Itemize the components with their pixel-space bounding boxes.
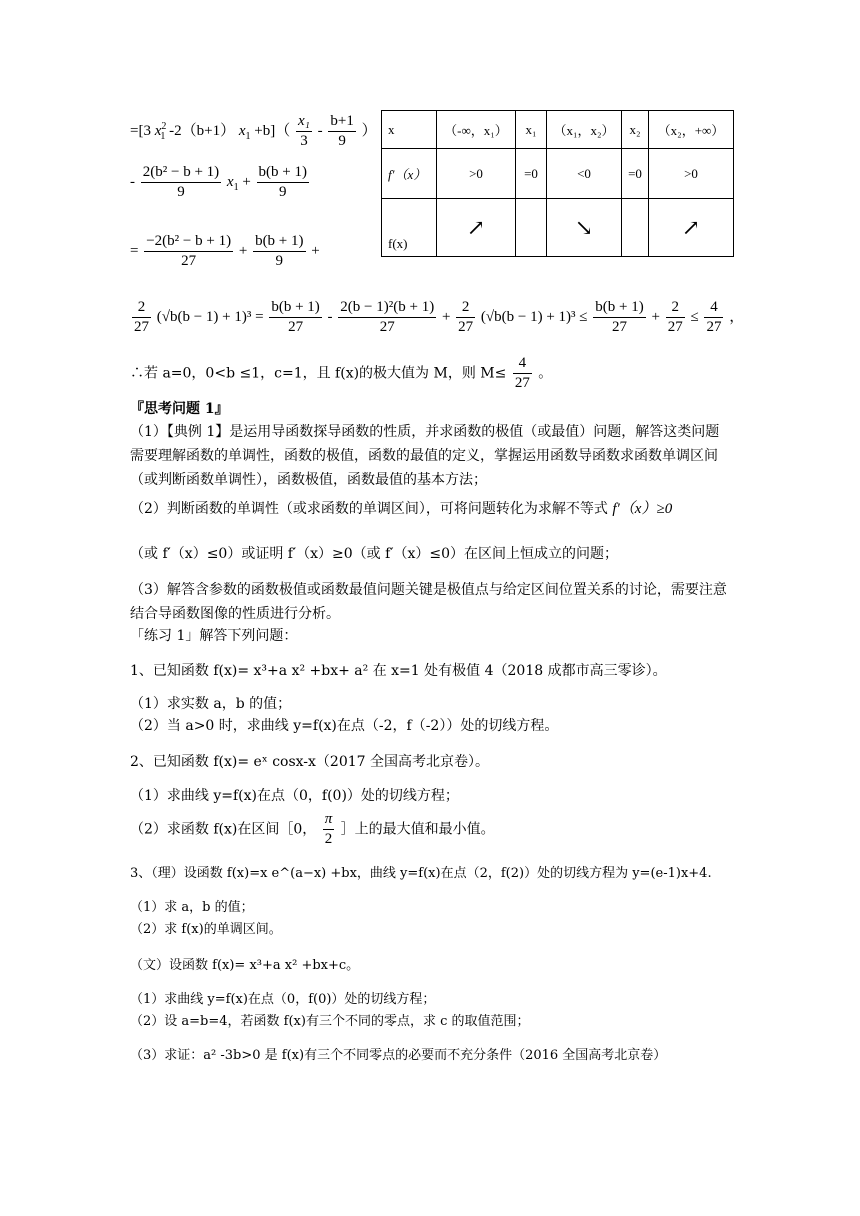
operator: -	[327, 308, 333, 325]
denominator: 27	[706, 319, 722, 335]
operator: +	[651, 308, 660, 325]
numerator: 2	[132, 298, 151, 318]
denominator: 27	[667, 319, 683, 335]
table-cell	[649, 199, 734, 257]
text-segment: +b]（	[254, 122, 291, 139]
denominator: 2	[324, 831, 333, 847]
operator: +	[238, 242, 248, 259]
question-1: 1、已知函数 f(x)= x³+a x² +bx+ a² 在 x=1 处有极值 4（2018 成都市高三零诊）。	[130, 663, 667, 679]
numerator: −2(b² − b + 1)	[144, 232, 233, 252]
fraction	[296, 112, 312, 151]
denominator: 9	[338, 133, 346, 149]
practice-title: 「练习 1」解答下列问题：	[130, 628, 298, 644]
sub: 1	[160, 130, 166, 142]
table-cell: （-∞，x₁）	[437, 111, 516, 149]
fraction	[269, 298, 321, 337]
question-2-part-2	[130, 810, 495, 849]
table-cell: x₂	[622, 111, 649, 149]
derivation-line-4	[130, 298, 744, 337]
numerator: b(b + 1)	[257, 163, 309, 183]
table-cell: <0	[547, 149, 622, 199]
numerator: 2	[456, 298, 475, 318]
table-cell	[622, 199, 649, 257]
table-row	[382, 199, 734, 257]
operator: -	[130, 173, 135, 190]
table-row	[382, 111, 734, 149]
numerator: b(b + 1)	[593, 298, 645, 318]
operator: +	[311, 242, 320, 259]
question-3-wen-part-2: （2）设 a=b=4，若函数 f(x)有三个不同的零点，求 c 的取值范围；	[130, 1014, 530, 1029]
text-segment: 。	[538, 365, 553, 382]
denominator: 9	[177, 184, 185, 200]
fraction	[328, 112, 355, 151]
operator: =	[130, 242, 139, 259]
question-2-part-1: （1）求曲线 y=f(x)在点（0，f(0)）处的切线方程；	[130, 788, 459, 804]
think-paragraph-2b: （或 f′（x）≤0）或证明 f′（x）≥0（或 f′（x）≤0）在区间上恒成立的问题；	[130, 546, 619, 562]
text-segment: -2（b+1）	[169, 122, 236, 139]
table-cell: x₁	[516, 111, 547, 149]
derivation-line-2	[130, 163, 311, 202]
var-x: x	[238, 122, 246, 139]
var-x: x	[154, 122, 162, 139]
conclusion-line	[130, 354, 552, 393]
arrow-up-right-icon: ↗	[681, 214, 701, 240]
numerator: 4	[704, 298, 723, 318]
fraction	[666, 298, 685, 337]
question-1-part-2: （2）当 a>0 时，求曲线 y=f(x)在点（-2，f（-2））处的切线方程。	[130, 718, 559, 734]
table-cell	[437, 199, 516, 257]
fraction	[593, 298, 645, 337]
text-segment: （2）求函数 f(x)在区间［0，	[130, 821, 317, 838]
denominator: 27	[514, 375, 530, 391]
text-segment: （2）判断函数的单调性（或求函数的单调区间），可将问题转化为求解不等式	[130, 501, 608, 517]
table-cell: =0	[516, 149, 547, 199]
fraction	[144, 232, 233, 271]
table-cell: （x₁，x₂）	[547, 111, 622, 149]
arrow-down-right-icon: ↘	[574, 214, 594, 240]
table-cell: f′（x）	[382, 149, 437, 199]
fraction	[456, 298, 475, 337]
text-segment: =[3	[130, 122, 151, 139]
variation-table	[381, 110, 734, 257]
var-x: x	[226, 173, 234, 190]
table-cell: >0	[437, 149, 516, 199]
section-title: 『思考问题 1』	[130, 401, 229, 417]
numerator: b(b + 1)	[253, 232, 305, 252]
denominator: 3	[300, 133, 308, 149]
numerator: 2(b − 1)²(b + 1)	[338, 298, 436, 318]
numerator: 4	[513, 354, 532, 374]
table-cell	[516, 199, 547, 257]
formula: f′（x）≥0	[612, 501, 673, 517]
question-3-part-1: （1）求 a，b 的值；	[130, 900, 254, 915]
text-segment: ］上的最大值和最小值。	[340, 821, 495, 838]
text-segment: ，	[729, 308, 745, 325]
sup: 2	[161, 120, 167, 132]
numerator: π	[323, 810, 335, 830]
operator: ≤	[690, 308, 699, 325]
fraction	[323, 810, 335, 849]
question-2: 2、已知函数 f(x)= eˣ cosx-x（2017 全国高考北京卷）。	[130, 754, 490, 770]
denominator: 27	[134, 319, 149, 335]
operator: +	[441, 308, 451, 325]
question-3-wen-part-3: （3）求证：a² -3b>0 是 f(x)有三个不同零点的必要而不充分条件（2016 全国高考北京卷）	[130, 1048, 667, 1063]
text-segment: (√b(b − 1) + 1)³ =	[156, 308, 264, 325]
fraction	[132, 298, 151, 337]
numerator: 2	[666, 298, 685, 318]
table-cell: f(x)	[382, 199, 437, 257]
denominator: 27	[458, 319, 474, 335]
derivation-line-1	[130, 112, 377, 151]
text-segment: (√b(b − 1) + 1)³ ≤	[480, 308, 588, 325]
think-paragraph-1: （1）【典例 1】是运用导函数探导函数的性质，并求函数的极值（或最值）问题，解答这类问题需要理解函数的单调性，函数的极值，函数的最值的定义，掌握运用函数导函数求函数单调区间（或判断函数单调性），函数极值，函数最值的基本方法；	[130, 424, 720, 488]
fraction	[141, 163, 221, 202]
denominator: 27	[379, 319, 395, 335]
sub: 1	[245, 130, 251, 142]
fraction	[338, 298, 436, 337]
operator: +	[242, 173, 251, 190]
table-cell: >0	[649, 149, 734, 199]
table-cell	[547, 199, 622, 257]
numerator: x₁	[296, 112, 312, 132]
question-3-part-2: （2）求 f(x)的单调区间。	[130, 922, 282, 937]
denominator: 9	[279, 184, 287, 200]
text-segment: ）	[361, 122, 377, 139]
denominator: 27	[181, 253, 197, 269]
fraction	[513, 354, 532, 393]
arrow-up-right-icon: ↗	[466, 214, 486, 240]
question-1-part-1: （1）求实数 a，b 的值；	[130, 696, 292, 712]
table-cell: =0	[622, 149, 649, 199]
text-segment: ∴若 a=0，0<b ≤1，c=1，且 f(x)的极大值为 M，则 M≤	[130, 365, 507, 382]
fraction	[257, 163, 309, 202]
denominator: 27	[612, 319, 628, 335]
sub: 1	[233, 181, 239, 193]
think-paragraph-2a	[130, 497, 672, 521]
fraction	[253, 232, 305, 271]
question-3-wen: （文）设函数 f(x)= x³+a x² +bx+c。	[130, 958, 360, 973]
denominator: 9	[275, 253, 284, 269]
think-paragraph-3: （3）解答含参数的函数极值或函数最值问题关键是极值点与给定区间位置关系的讨论，需要注意结合导函数图像的性质进行分析。	[130, 582, 727, 622]
table-row	[382, 149, 734, 199]
denominator: 27	[288, 319, 304, 335]
table-cell: x	[382, 111, 437, 149]
question-3-wen-part-1: （1）求曲线 y=f(x)在点（0，f(0)）处的切线方程；	[130, 992, 436, 1007]
table-cell: （x₂，+∞）	[649, 111, 734, 149]
numerator: b(b + 1)	[269, 298, 321, 318]
numerator: b+1	[328, 112, 355, 132]
operator: -	[317, 122, 323, 139]
question-3: 3、（理）设函数 f(x)=x e^(a−x) +bx，曲线 y=f(x)在点（2，f(2)）处的切线方程为 y=(e-1)x+4.	[130, 866, 712, 881]
numerator: 2(b² − b + 1)	[141, 163, 221, 183]
derivation-line-3	[130, 232, 320, 271]
fraction	[704, 298, 723, 337]
